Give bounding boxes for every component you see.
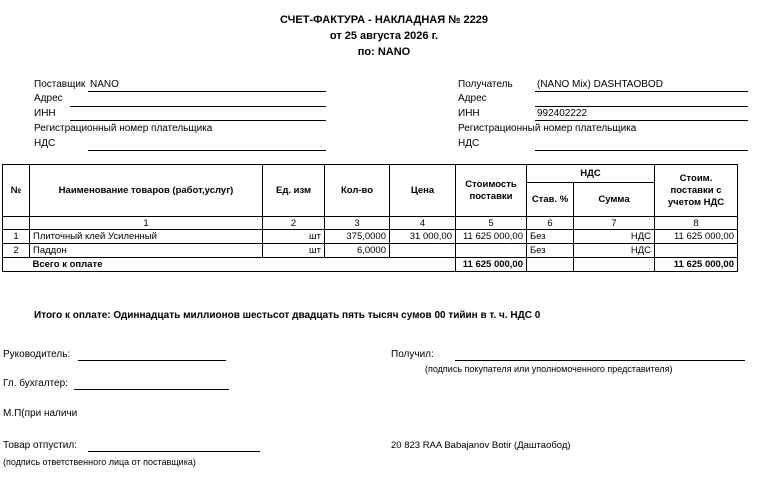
row-price: 31 000,00 xyxy=(390,230,456,244)
total-row xyxy=(3,258,738,272)
supplier-inn-underline xyxy=(70,120,326,121)
invoice-title: СЧЕТ-ФАКТУРА - НАКЛАДНАЯ № 2229 xyxy=(280,14,488,26)
column-number: 6 xyxy=(527,217,574,230)
col-header-total: Стоим. поставки с учетом НДС xyxy=(655,165,738,217)
recipient-inn-label: ИНН xyxy=(458,108,480,119)
released-signature-line[interactable] xyxy=(88,451,260,452)
row-name: Плиточный клей Усиленный xyxy=(30,230,263,244)
invoice-date: от 25 августа 2026 г. xyxy=(329,30,439,42)
recipient-address-label: Адрес xyxy=(458,93,487,104)
recipient-reg-label: Регистрационный номер плательщика xyxy=(458,123,637,134)
supplier-value: NANO xyxy=(90,79,119,90)
supplier-underline xyxy=(88,91,326,92)
col-header-num: № xyxy=(3,165,30,217)
row-num: 1 xyxy=(3,230,30,244)
supplier-vat-label: НДС xyxy=(34,138,56,149)
supplier-label: Поставщик xyxy=(34,79,86,90)
accountant-signature-line[interactable] xyxy=(74,389,229,390)
supplier-vat-underline xyxy=(88,150,326,151)
col-header-cost: Стоимость поставки xyxy=(456,165,527,217)
column-number: 3 xyxy=(325,217,390,230)
supplier-inn-label: ИНН xyxy=(34,108,56,119)
row-vat-sum: НДС xyxy=(574,230,655,244)
column-number: 4 xyxy=(390,217,456,230)
head-label: Руководитель: xyxy=(3,349,71,360)
recipient-vat-underline xyxy=(535,150,748,151)
row-total xyxy=(655,244,738,258)
released-hint: (подпись ответственного лица от поставщика) xyxy=(3,457,196,467)
recipient-inn-value: 992402222 xyxy=(537,108,588,119)
invoice-basis: по: NANO xyxy=(357,46,411,58)
row-name: Паддон xyxy=(30,244,263,258)
table-row xyxy=(3,244,738,258)
row-vat-rate: Без xyxy=(527,230,574,244)
row-cost: 11 625 000,00 xyxy=(456,230,527,244)
column-number: 8 xyxy=(655,217,738,230)
col-header-name: Наименование товаров (работ,услуг) xyxy=(30,165,263,217)
row-qty: 6,0000 xyxy=(325,244,390,258)
invoice-table xyxy=(2,164,738,272)
total-in-words: Итого к оплате: Одиннадцать миллионов шестьсот двадцать пять тысяч сумов 00 тийин в т. ч. НДС 0 xyxy=(34,310,541,321)
recipient-label: Получатель xyxy=(458,79,513,90)
total-with-vat: 11 625 000,00 xyxy=(655,258,738,272)
row-vat-sum: НДС xyxy=(574,244,655,258)
received-label: Получил: xyxy=(391,349,434,360)
column-number: 7 xyxy=(574,217,655,230)
supplier-reg-label: Регистрационный номер плательщика xyxy=(34,123,213,134)
row-num: 2 xyxy=(3,244,30,258)
column-number: 5 xyxy=(456,217,527,230)
supplier-address-underline xyxy=(70,106,326,107)
row-cost xyxy=(456,244,527,258)
stamp-label: М.П(при наличи xyxy=(3,408,78,419)
accountant-label: Гл. бухгалтер: xyxy=(3,378,68,389)
recipient-address-underline xyxy=(535,106,748,107)
recipient-underline xyxy=(535,91,748,92)
column-number: 1 xyxy=(30,217,263,230)
column-number: 2 xyxy=(263,217,325,230)
row-qty: 375,0000 xyxy=(325,230,390,244)
recipient-vat-label: НДС xyxy=(458,138,480,149)
released-label: Товар отпустил: xyxy=(3,440,77,451)
row-price xyxy=(390,244,456,258)
row-total: 11 625 000,00 xyxy=(655,230,738,244)
head-signature-line[interactable] xyxy=(78,360,226,361)
total-label: Всего к оплате xyxy=(30,258,456,272)
row-unit: шт xyxy=(263,230,325,244)
col-header-vat-sum: Сумма xyxy=(574,183,655,217)
col-header-vat: НДС xyxy=(527,165,655,183)
column-number-row xyxy=(3,217,738,230)
row-vat-rate: Без xyxy=(527,244,574,258)
col-header-qty: Кол-во xyxy=(325,165,390,217)
recipient-value: (NANO Mix) DASHTAOBOD xyxy=(537,79,663,90)
col-header-unit: Ед. изм xyxy=(263,165,325,217)
row-unit: шт xyxy=(263,244,325,258)
received-hint: (подпись покупателя или уполномоченного представителя) xyxy=(425,364,673,374)
col-header-vat-rate: Став. % xyxy=(527,183,574,217)
table-row xyxy=(3,230,738,244)
col-header-price: Цена xyxy=(390,165,456,217)
released-by: 20 823 RAA Babajanov Botir (Дaштаобод) xyxy=(391,440,571,451)
received-signature-line[interactable] xyxy=(455,360,745,361)
supplier-address-label: Адрес xyxy=(34,93,63,104)
total-cost: 11 625 000,00 xyxy=(456,258,527,272)
recipient-inn-underline xyxy=(535,120,748,121)
